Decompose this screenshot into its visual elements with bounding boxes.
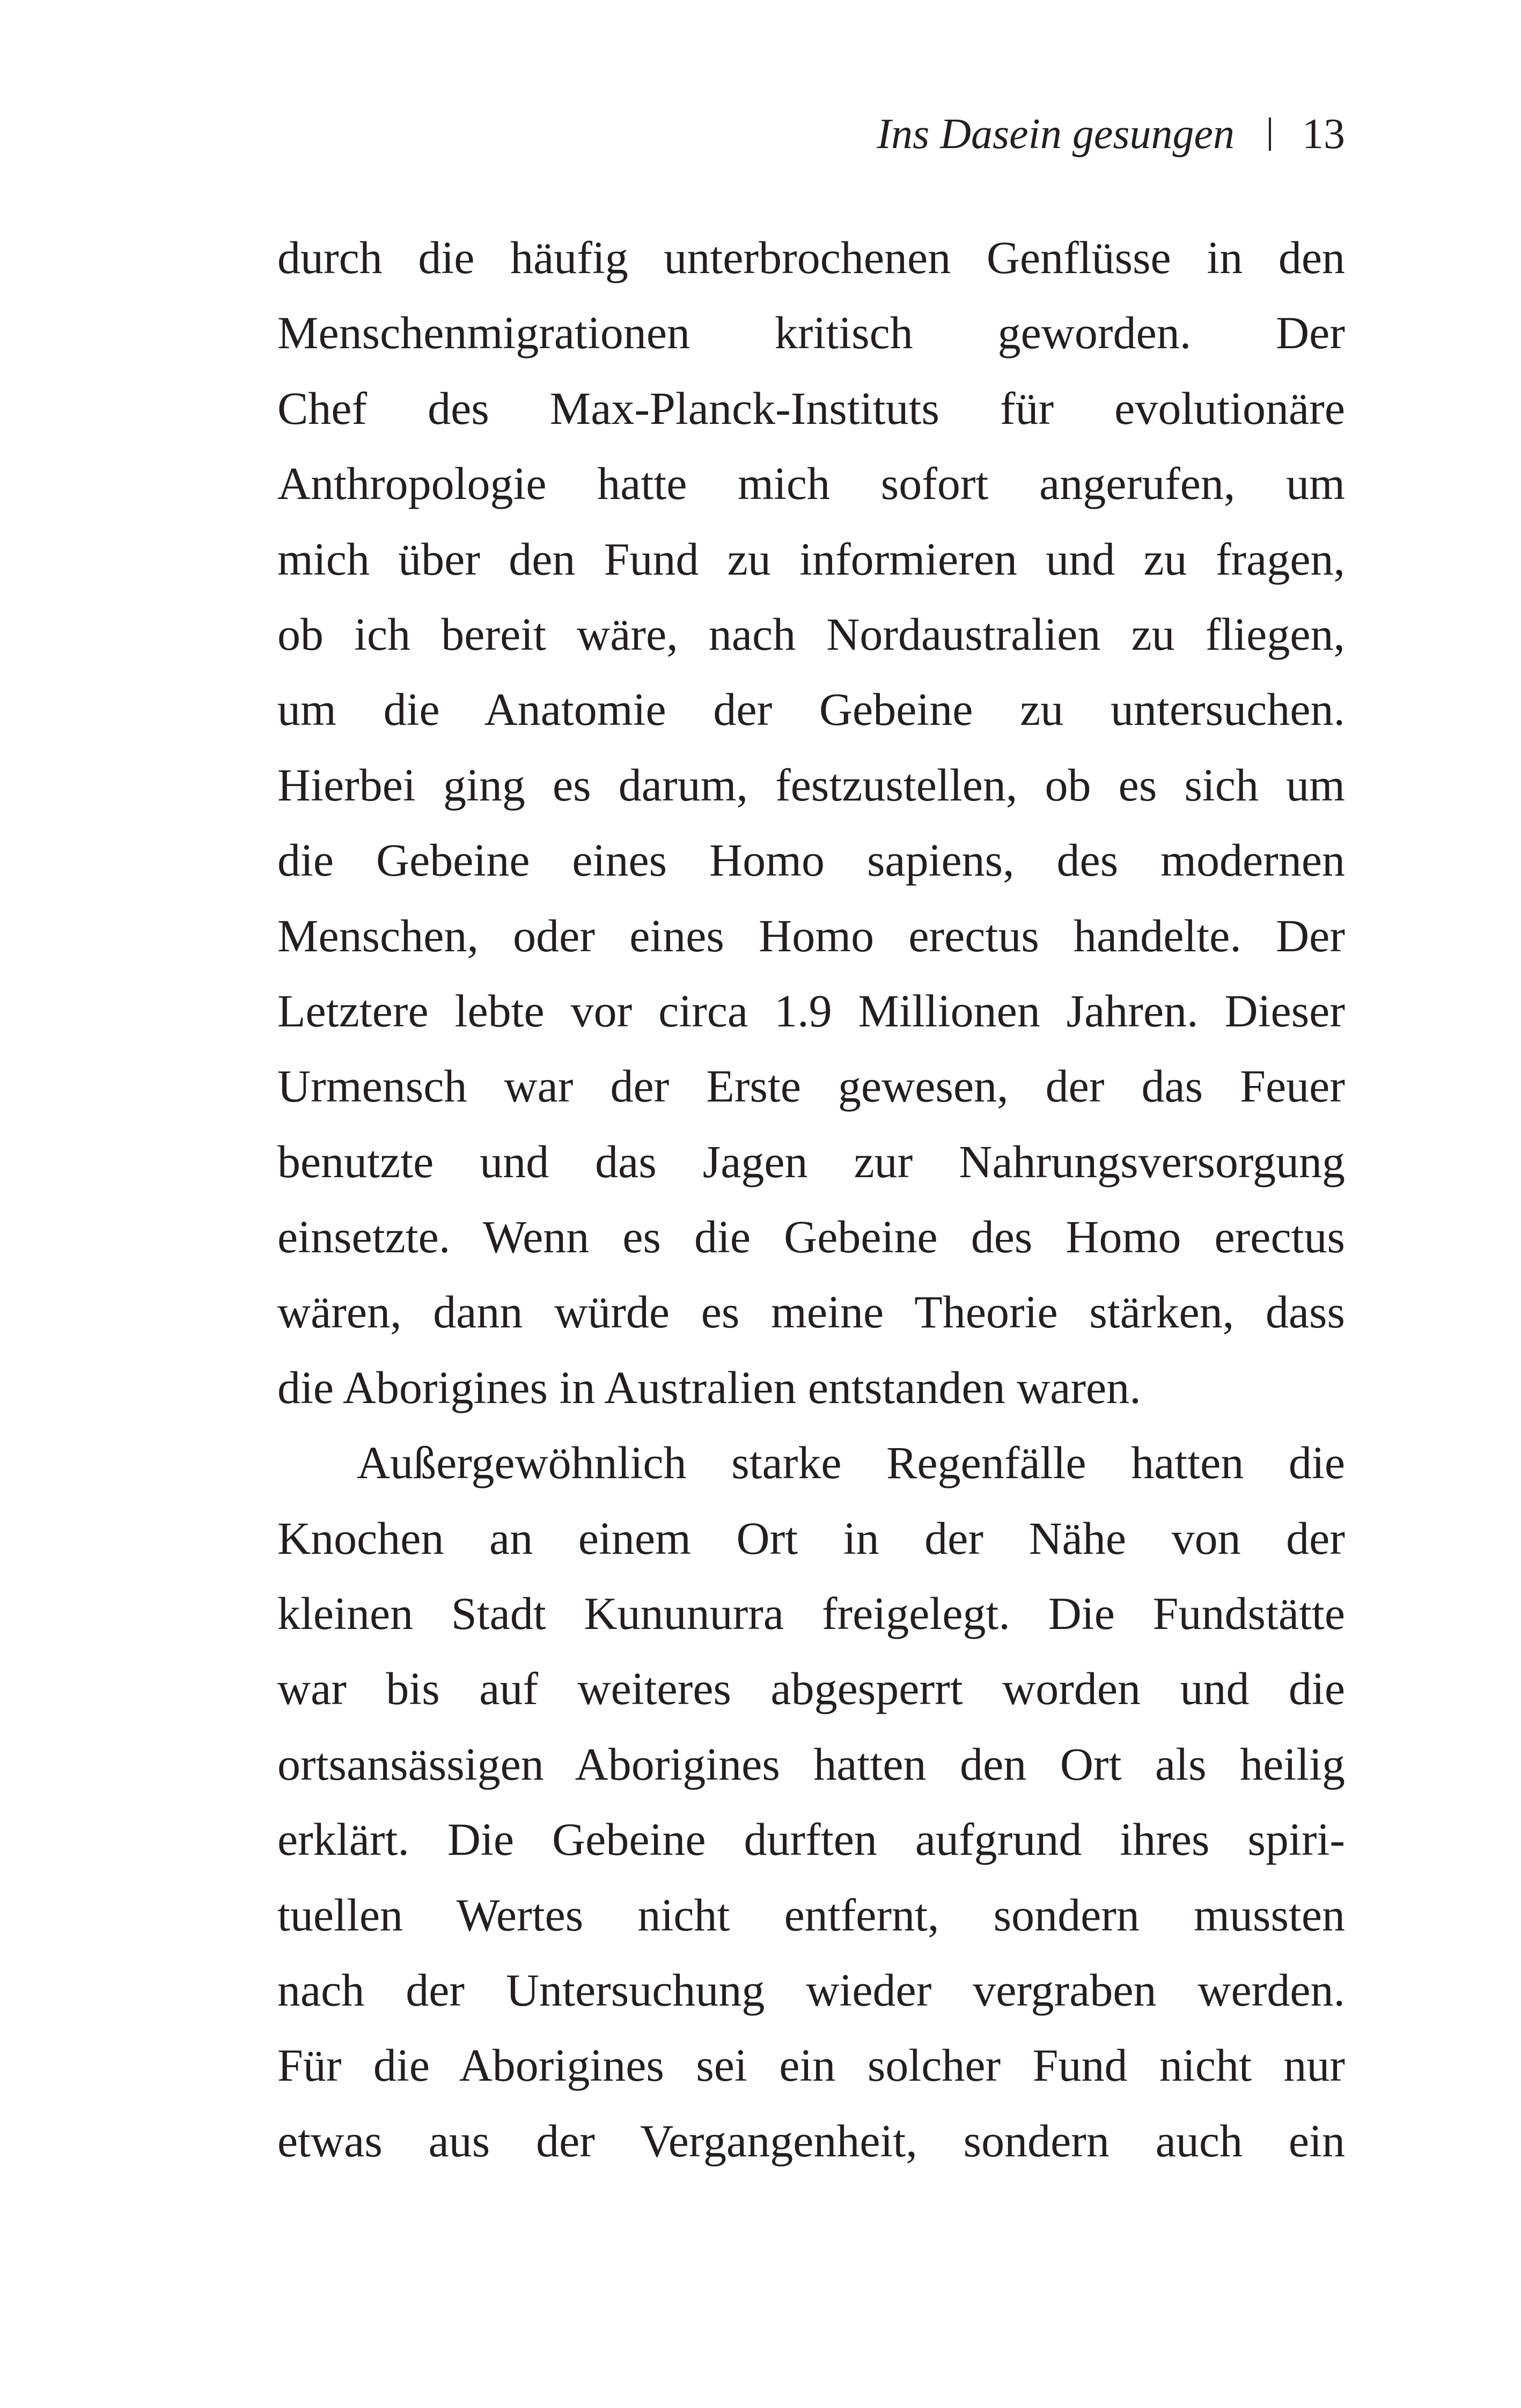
- body-text: [277, 220, 1345, 2178]
- header-separator: [1269, 118, 1271, 151]
- text-line: einsetzte. Wenn es die Gebeine des Homo erectus: [277, 1211, 1345, 1263]
- text-line: tuellen Wertes nicht entfernt, sondern mussten: [277, 1889, 1345, 1941]
- text-line: war bis auf weiteres abgesperrt worden und die: [277, 1663, 1345, 1715]
- text-line: nach der Untersuchung wieder vergraben werden.: [277, 1964, 1345, 2016]
- text-line: die Gebeine eines Homo sapiens, des modernen: [277, 834, 1345, 886]
- text-line: erklärt. Die Gebeine durften aufgrund ihres spiri-: [277, 1814, 1345, 1866]
- text-line: wären, dann würde es meine Theorie stärken, dass: [277, 1286, 1345, 1338]
- text-line: Knochen an einem Ort in der Nähe von der: [277, 1512, 1345, 1564]
- text-line: benutzte und das Jagen zur Nahrungsversorgung: [277, 1135, 1345, 1187]
- running-title: Ins Dasein gesungen: [877, 111, 1235, 158]
- text-line: Für die Aborigines sei ein solcher Fund nicht nur: [277, 2039, 1345, 2091]
- text-line: Urmensch war der Erste gewesen, der das Feuer: [277, 1060, 1345, 1112]
- text-line: die Aborigines in Australien entstanden waren.: [277, 1361, 1141, 1413]
- text-line: Menschenmigrationen kritisch geworden. Der: [277, 307, 1345, 359]
- text-line: durch die häufig unterbrochenen Genflüsse in den: [277, 232, 1345, 283]
- text-line: etwas aus der Vergangenheit, sondern auch ein: [277, 2115, 1345, 2167]
- text-line: ob ich bereit wäre, nach Nordaustralien zu fliegen,: [277, 608, 1345, 660]
- text-line: kleinen Stadt Kununurra freigelegt. Die Fundstätte: [277, 1588, 1345, 1640]
- text-line: mich über den Fund zu informieren und zu fragen,: [277, 533, 1345, 585]
- paragraph-1: [277, 220, 1345, 1425]
- text-line: ortsansässigen Aborigines hatten den Ort als heilig: [277, 1738, 1345, 1790]
- page-number: 13: [1302, 111, 1345, 158]
- text-line: Letztere lebte vor circa 1.9 Millionen Jahren. Dieser: [277, 985, 1345, 1037]
- text-line: Chef des Max-Planck-Instituts für evolutionäre: [277, 382, 1345, 434]
- paragraph-2: [277, 1425, 1345, 2178]
- text-line: um die Anatomie der Gebeine zu untersuchen.: [277, 684, 1345, 736]
- text-line: Außergewöhnlich starke Regenfälle hatten die: [357, 1437, 1345, 1489]
- running-header: [877, 102, 1345, 166]
- text-line: Anthropologie hatte mich sofort angerufen, um: [277, 458, 1345, 510]
- text-line: Hierbei ging es darum, festzustellen, ob es sich um: [277, 759, 1345, 811]
- text-line: Menschen, oder eines Homo erectus handelte. Der: [277, 909, 1345, 961]
